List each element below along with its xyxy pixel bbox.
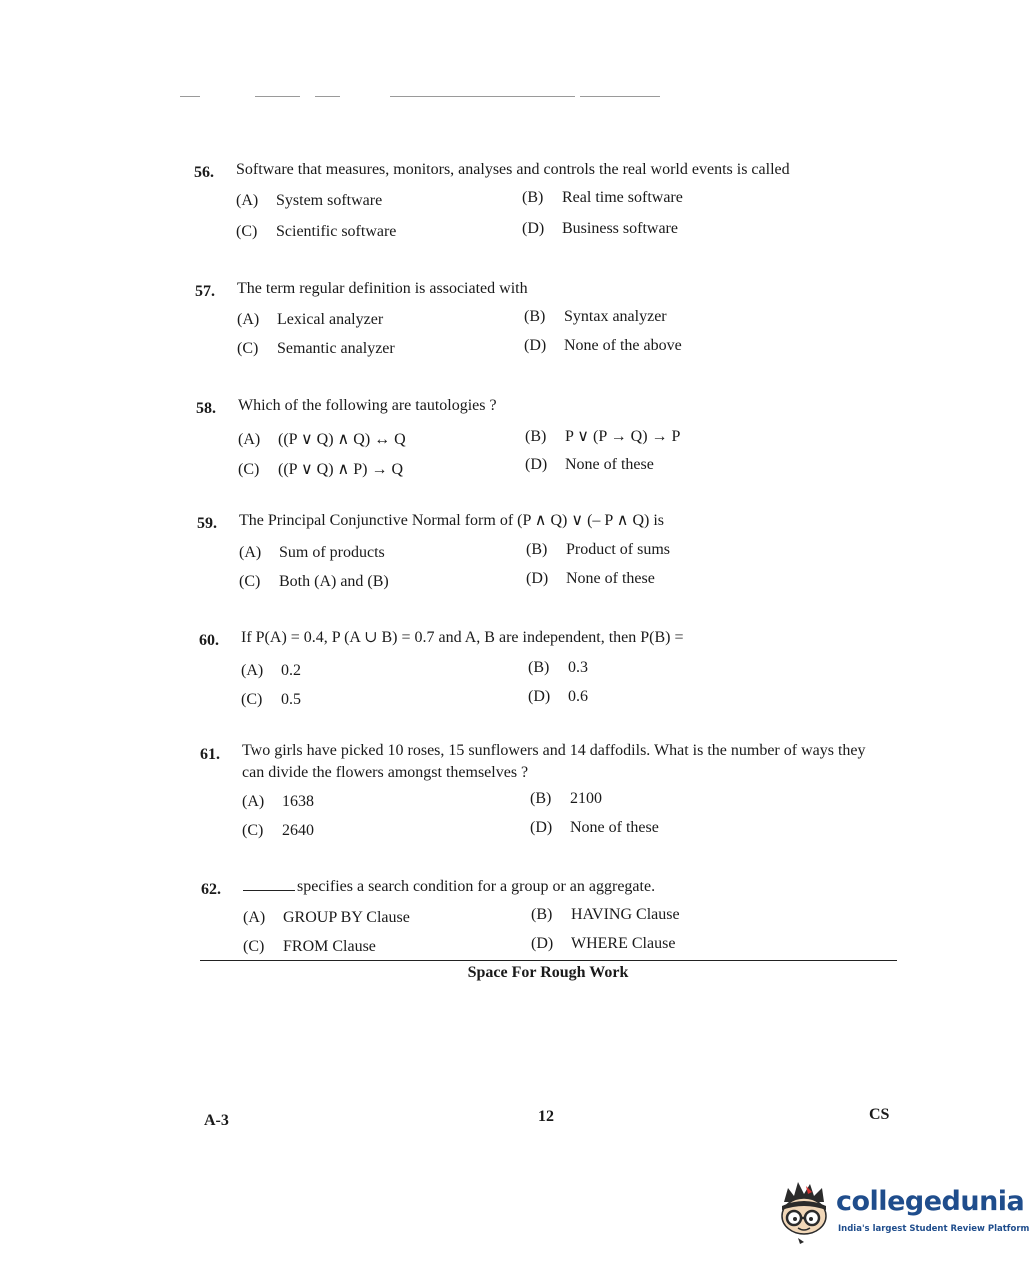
option-text: None of these [566, 570, 655, 587]
option-label: (B) [530, 790, 552, 807]
option-a [238, 429, 406, 449]
option-label: (A) [242, 793, 265, 810]
option-c [241, 691, 301, 709]
question-number: 61. [200, 746, 220, 763]
option-b [530, 790, 602, 808]
option-label: (D) [530, 819, 553, 836]
option-label: (D) [528, 688, 551, 705]
option-text: Semantic analyzer [277, 340, 395, 357]
question-text [243, 876, 893, 898]
question-number: 59. [197, 515, 217, 532]
option-d [525, 456, 654, 474]
option-c [237, 340, 395, 358]
option-text: 0.2 [281, 662, 301, 679]
option-label: (B) [525, 428, 547, 445]
option-label: (B) [531, 906, 553, 923]
option-text: HAVING Clause [571, 906, 680, 923]
option-d [526, 570, 655, 588]
question-text: Software that measures, monitors, analyses and controls the real world events is called [236, 161, 790, 178]
option-text: WHERE Clause [571, 935, 676, 952]
option-label: (C) [239, 573, 261, 590]
option-label: (C) [237, 340, 259, 357]
option-label: (B) [522, 189, 544, 206]
question-text-content: specifies a search condition for a group or an aggregate. [297, 878, 656, 895]
option-text: None of these [570, 819, 659, 836]
scan-artifact-lines [180, 96, 680, 100]
option-text: 1638 [282, 793, 314, 810]
brand-tagline: India's largest Student Review Platform [838, 1224, 1030, 1234]
question-text: If P(A) = 0.4, P (A ∪ B) = 0.7 and A, B are independent, then P(B) = [241, 629, 684, 646]
question-number: 58. [196, 400, 216, 417]
collegedunia-watermark [778, 1180, 1030, 1248]
page-number: 12 [538, 1108, 554, 1125]
option-text: None of the above [564, 337, 682, 354]
option-a [243, 909, 410, 927]
mascot-icon [778, 1180, 836, 1246]
option-b [522, 189, 683, 207]
option-b [531, 906, 680, 924]
option-text: Real time software [562, 189, 683, 206]
option-label: (D) [526, 570, 549, 587]
option-b [525, 426, 680, 446]
option-label: (C) [238, 461, 260, 478]
option-text: Lexical analyzer [277, 311, 384, 328]
option-label: (B) [524, 308, 546, 325]
question-number: 60. [199, 632, 219, 649]
option-d [530, 819, 659, 837]
option-label: (C) [236, 223, 258, 240]
rough-work-heading: Space For Rough Work [467, 964, 629, 981]
question-number: 56. [194, 164, 214, 181]
option-d [531, 935, 675, 953]
option-label: (B) [526, 541, 548, 558]
rough-work-divider [200, 960, 897, 961]
question-text: Two girls have picked 10 roses, 15 sunflowers and 14 daffodils. What is the number of ways they can divide the flowers amongst themselves ? [242, 742, 866, 781]
option-text: P ∨ (P → Q) → P [565, 428, 681, 445]
option-text: FROM Clause [283, 938, 376, 955]
option-text: 2640 [282, 822, 314, 839]
option-a [242, 793, 314, 811]
option-text: Syntax analyzer [564, 308, 667, 325]
question-number: 57. [195, 283, 215, 300]
option-a [239, 544, 385, 562]
option-a [236, 192, 382, 210]
option-text: 0.3 [568, 659, 588, 676]
option-d [522, 220, 678, 238]
option-text: System software [276, 192, 383, 209]
brand-name: collegedunia [836, 1186, 1025, 1217]
question-number: 62. [201, 881, 221, 898]
option-text: Both (A) and (B) [279, 573, 389, 590]
option-text: GROUP BY Clause [283, 909, 410, 926]
option-label: (B) [528, 659, 550, 676]
option-b [526, 541, 670, 559]
question-text: The Principal Conjunctive Normal form of (P ∧ Q) ∨ (– P ∧ Q) is [239, 512, 664, 529]
option-text: Sum of products [279, 544, 385, 561]
option-label: (D) [531, 935, 554, 952]
option-c [238, 459, 403, 479]
option-label: (A) [243, 909, 266, 926]
option-label: (A) [236, 192, 259, 209]
option-c [242, 822, 314, 840]
option-text: Product of sums [566, 541, 670, 558]
option-a [241, 662, 301, 680]
option-text: 0.6 [568, 688, 588, 705]
option-text: ((P ∨ Q) ∧ Q) ↔ Q [278, 431, 406, 448]
option-label: (C) [243, 938, 265, 955]
option-c [243, 938, 376, 956]
option-label: (A) [239, 544, 262, 561]
option-text: Business software [562, 220, 678, 237]
option-d [528, 688, 588, 706]
subject-code: CS [869, 1106, 890, 1123]
booklet-code: A-3 [204, 1112, 229, 1129]
option-text: Scientific software [276, 223, 397, 240]
option-label: (D) [525, 456, 548, 473]
question-text: Which of the following are tautologies ? [238, 397, 497, 414]
question-text: The term regular definition is associated with [237, 280, 528, 297]
option-text: 2100 [570, 790, 602, 807]
option-text: None of these [565, 456, 654, 473]
option-label: (C) [241, 691, 263, 708]
option-c [236, 223, 396, 241]
fill-in-blank [243, 876, 295, 891]
option-label: (D) [522, 220, 545, 237]
option-text: 0.5 [281, 691, 301, 708]
option-label: (C) [242, 822, 264, 839]
option-label: (A) [237, 311, 260, 328]
option-d [524, 337, 682, 355]
option-text: ((P ∨ Q) ∧ P) → Q [278, 461, 404, 478]
option-label: (A) [238, 431, 261, 448]
option-label: (A) [241, 662, 264, 679]
option-c [239, 573, 389, 591]
option-b [528, 659, 588, 677]
option-a [237, 311, 383, 329]
option-label: (D) [524, 337, 547, 354]
option-b [524, 308, 667, 326]
